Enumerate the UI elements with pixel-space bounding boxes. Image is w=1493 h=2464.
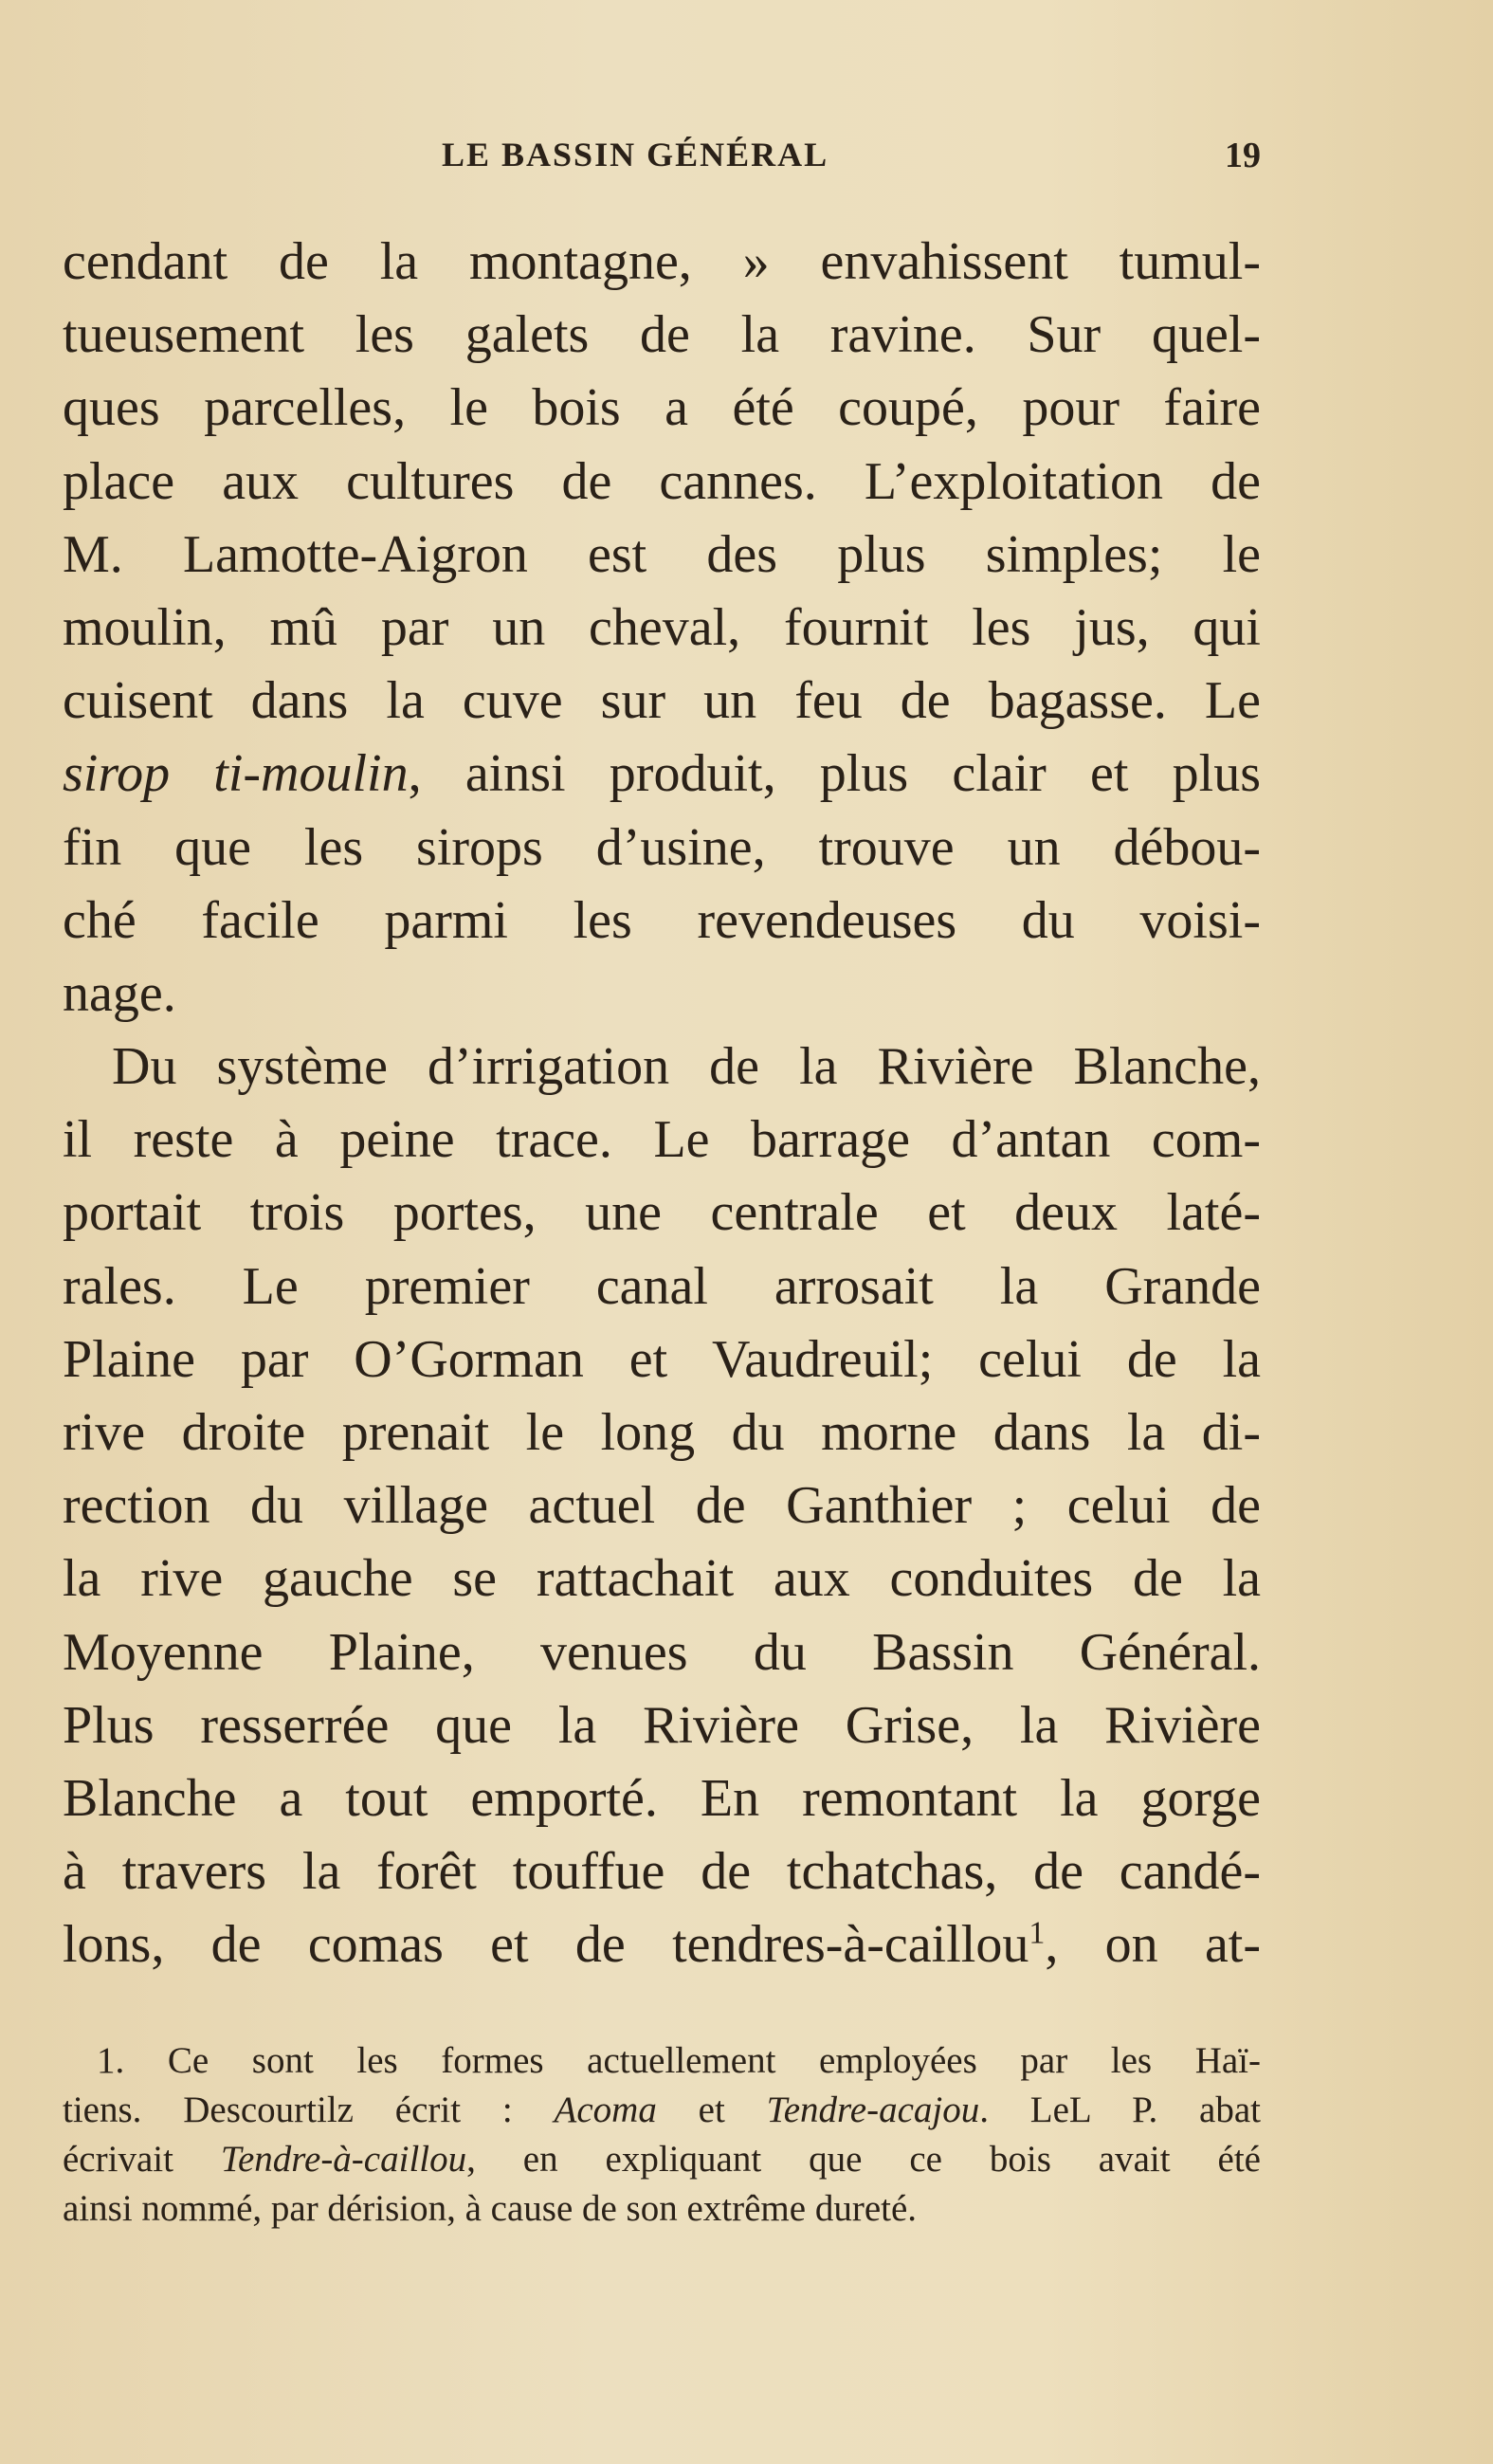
text-line: portait trois portes, une centrale et deux laté- (63, 1183, 1261, 1243)
text-line: Moyenne Plaine, venues du Bassin Général. (63, 1622, 1261, 1682)
text-line: ques parcelles, le bois a été coupé, pour faire (63, 378, 1261, 438)
text-segment: , ainsi produit, plus clair et plus (408, 744, 1262, 804)
text-line: Du système d’irrigation de la Rivière Blanche, (112, 1037, 1261, 1097)
text-line: rive droite prenait le long du morne dans la di- (63, 1403, 1261, 1462)
text-line: M. Lamotte-Aigron est des plus simples; le (63, 524, 1261, 584)
footnote-line (63, 2135, 1261, 2184)
text-segment: tiens. Descourtilz écrit : (63, 2090, 555, 2130)
footnote (63, 2036, 1261, 2234)
text-segment: et (656, 2090, 767, 2130)
text-line: ché facile parmi les revendeuses du voisi- (63, 890, 1261, 950)
text-line: il reste à peine trace. Le barrage d’antan com- (63, 1110, 1261, 1170)
text-line: Plaine par O’Gorman et Vaudreuil; celui de la (63, 1329, 1261, 1389)
text-segment: écrivait (63, 2139, 221, 2180)
text-segment: . LeL P. abat (979, 2090, 1261, 2130)
text-line: cuisent dans la cuve sur un feu de bagasse. Le (63, 671, 1261, 731)
italic-term: sirop ti-moulin (63, 744, 409, 804)
text-line: la rive gauche se rattachait aux conduites de la (63, 1549, 1261, 1609)
text-line: Blanche a tout emporté. En remontant la gorge (63, 1768, 1261, 1828)
italic-term: Acoma (554, 2090, 657, 2130)
text-line: Plus resserrée que la Rivière Grise, la Rivière (63, 1695, 1261, 1755)
text-line: nage. (63, 963, 176, 1023)
text-line: moulin, mû par un cheval, fournit les jus, qui (63, 597, 1261, 657)
main-text (63, 226, 1261, 1982)
italic-term: Tendre-à-caillou (220, 2139, 467, 2180)
page-number: 19 (1225, 136, 1261, 175)
text-line (63, 738, 1261, 811)
footnote-line: 1. Ce sont les formes actuellement employées par les Haï- (97, 2040, 1261, 2081)
text-line: fin que les sirops d’usine, trouve un débou- (63, 817, 1261, 877)
text-segment: lons, de comas et de tendres-à-caillou (63, 1915, 1029, 1975)
text-line: rection du village actuel de Ganthier ; celui de (63, 1476, 1261, 1536)
footnote-line (63, 2086, 1261, 2135)
running-title: LE BASSIN GÉNÉRAL (442, 136, 829, 173)
footnote-reference: 1 (1029, 1915, 1046, 1951)
page-header (63, 135, 1261, 182)
italic-term: Tendre-acajou (766, 2090, 980, 2130)
text-line: place aux cultures de cannes. L’exploitation de (63, 451, 1261, 511)
text-line (63, 1908, 1261, 1981)
text-line: à travers la forêt touffue de tchatchas, de candé- (63, 1842, 1261, 1902)
text-segment: , en expliquant que ce bois avait été (466, 2139, 1261, 2180)
text-line: cendant de la montagne, » envahissent tumul- (63, 232, 1261, 291)
text-segment: , on at- (1045, 1915, 1262, 1975)
text-line: tueusement les galets de la ravine. Sur quel- (63, 305, 1261, 365)
text-line: rales. Le premier canal arrosait la Grande (63, 1256, 1261, 1316)
footnote-line: ainsi nommé, par dérision, à cause de son extrême dureté. (63, 2188, 918, 2229)
